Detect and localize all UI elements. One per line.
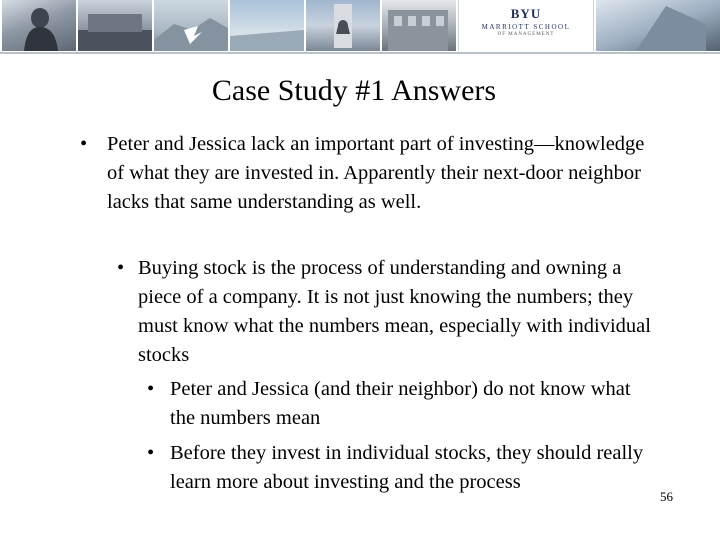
logo-subtitle: OF MANAGEMENT [497,32,555,37]
building-photo-2 [382,0,456,51]
bullet-item [80,130,650,217]
bullet-text: Peter and Jessica (and their neighbor) do not know what the numbers mean [170,378,631,429]
building-photo [78,0,152,51]
bullet-text: Peter and Jessica lack an important part of investing—knowledge of what they are invested in. Apparently their next-door neighbor lacks that same understanding as well. [107,133,645,213]
bullet-dot: • [147,442,155,464]
bullet-item [147,439,647,497]
banner-divider [0,52,720,54]
bullet-dot: • [117,257,125,279]
bullet-item [147,375,647,433]
campus-photo [230,0,304,51]
header-banner [0,0,720,54]
slide-title: Case Study #1 Answers [211,74,497,107]
bell-tower-photo [306,0,380,51]
bullet-text: Buying stock is the process of understanding and owning a piece of a company. It is not just knowing the numbers; they must know what the numbers mean, especially with individual stocks [138,257,651,366]
y-mountain-photo [154,0,228,51]
bullet-dot: • [147,378,155,400]
logo-mark: BYU [510,6,542,21]
tower-photo [596,0,720,51]
logo-school: MARRIOTT SCHOOL [481,23,571,31]
page-number: 56 [660,489,673,504]
bullet-dot: • [80,133,88,155]
byu-marriott-logo [458,0,594,51]
statue-photo [2,0,76,51]
bullet-text: Before they invest in individual stocks, they should really learn more about investing and the process [170,442,644,493]
bullet-item [117,254,652,370]
